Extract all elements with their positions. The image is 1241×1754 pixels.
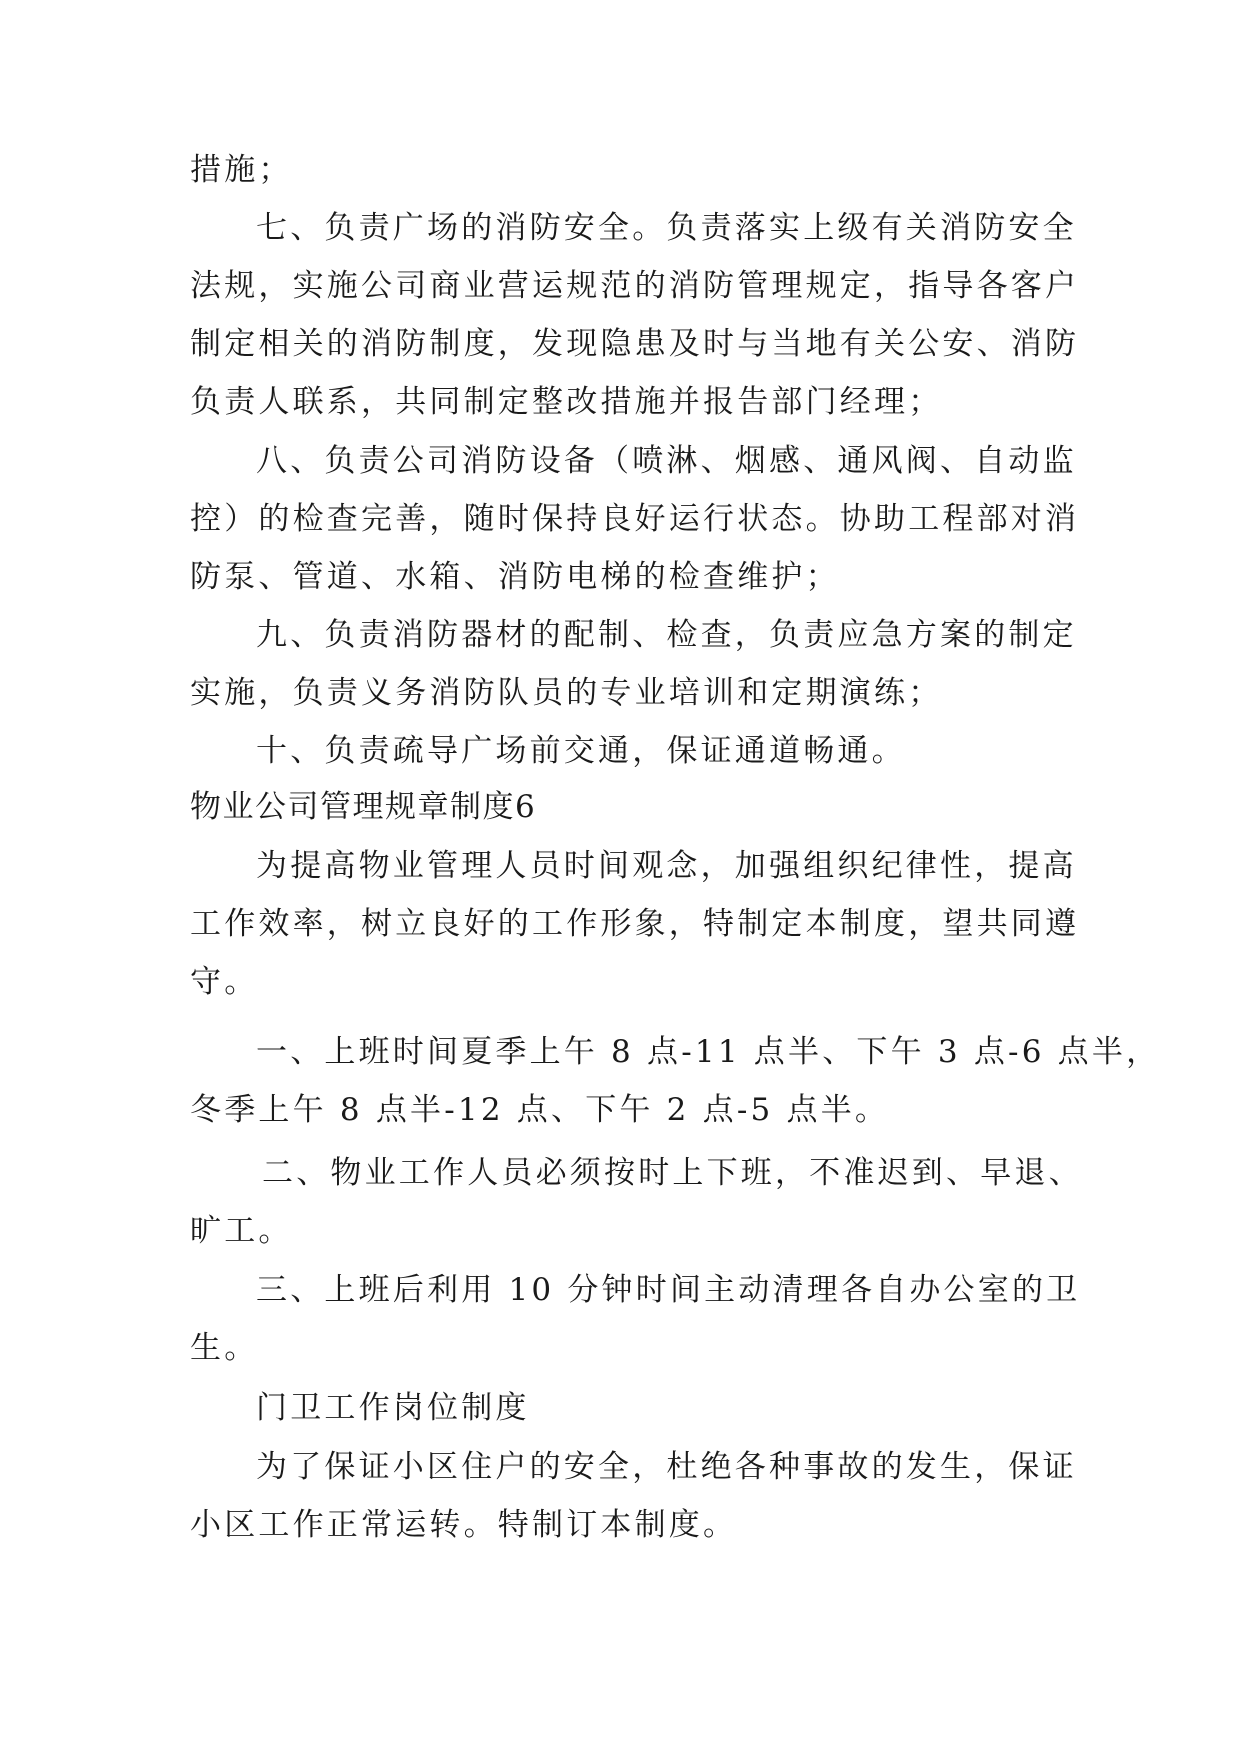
section-heading: 门卫工作岗位制度	[256, 1390, 530, 1426]
text-line: 制定相关的消防制度，发现隐患及时与当地有关公安、消防	[190, 326, 1080, 362]
text-line: 为了保证小区住户的安全，杜绝各种事故的发生，保证	[256, 1449, 1077, 1485]
text-line: 冬季上午 8 点半-12 点、下午 2 点-5 点半。	[190, 1092, 890, 1128]
text-line: 八、负责公司消防设备（喷淋、烟感、通风阀、自动监	[256, 443, 1077, 479]
text-line: 措施；	[190, 152, 293, 188]
text-line: 一、上班时间夏季上午 8 点-11 点半、下午 3 点-6 点半，	[256, 1034, 1161, 1070]
text-line: 工作效率，树立良好的工作形象，特制定本制度，望共同遵	[190, 906, 1080, 942]
text-line: 法规，实施公司商业营运规范的消防管理规定，指导各客户	[190, 268, 1080, 304]
text-line: 负责人联系，共同制定整改措施并报告部门经理；	[190, 384, 943, 420]
text-line: 小区工作正常运转。特制订本制度。	[190, 1507, 738, 1543]
text-line: 九、负责消防器材的配制、检查，负责应急方案的制定	[256, 617, 1077, 653]
text-line: 十、负责疏导广场前交通，保证通道畅通。	[256, 733, 906, 769]
text-line: 实施，负责义务消防队员的专业培训和定期演练；	[190, 675, 943, 711]
text-line: 防泵、管道、水箱、消防电梯的检查维护；	[190, 559, 840, 595]
text-line: 为提高物业管理人员时间观念，加强组织纪律性，提高	[256, 848, 1077, 884]
text-line: 生。	[190, 1330, 259, 1366]
text-line: 旷工。	[190, 1213, 293, 1249]
text-line: 三、上班后利用 10 分钟时间主动清理各自办公室的卫	[256, 1272, 1081, 1308]
text-line: 守。	[190, 964, 259, 1000]
text-line: 二、物业工作人员必须按时上下班，不准迟到、早退、	[262, 1155, 1083, 1191]
text-line: 控）的检查完善，随时保持良好运行状态。协助工程部对消	[190, 501, 1080, 537]
section-heading: 物业公司管理规章制度6	[190, 789, 537, 825]
text-line: 七、负责广场的消防安全。负责落实上级有关消防安全	[256, 210, 1077, 246]
